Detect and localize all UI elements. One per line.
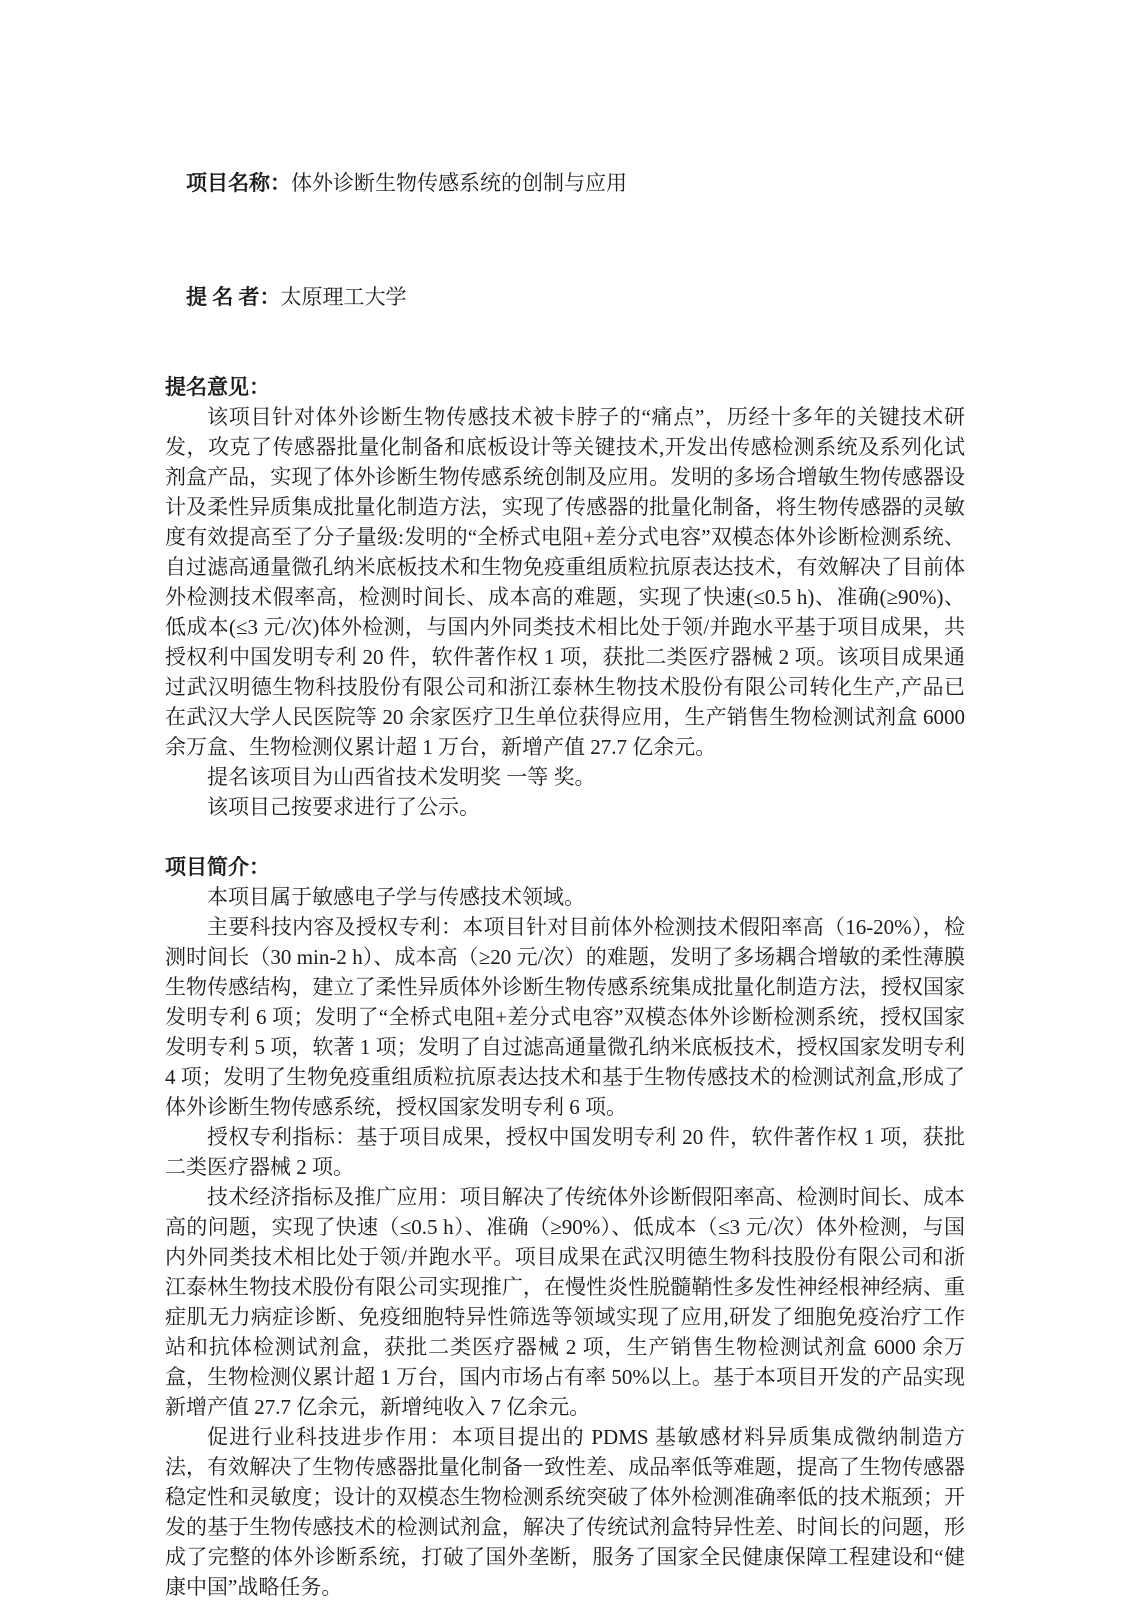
intro-economic-metrics-paragraph: 技术经济指标及推广应用：项目解决了传统体外诊断假阳率高、检测时间长、成本高的问题，实现了快速（≤0.5 h）、准确（≥90%）、低成本（≤3 元/次）体外检测，与国内外同类技术相比处于领/并跑水平。项目成果在武汉明德生物科技股份有限公司和浙江泰林生物技术股份有限公司实现推广，在慢性炎性脱髓鞘性多发性神经根神经病、重症肌无力病症诊断、免疫细胞特异性筛选等领域实现了应用,研发了细胞免疫治疗工作站和抗体检测试剂盒，获批二类医疗器械 2 项，生产销售生物检测试剂盒 6000 余万盒，生物检测仪累计超 1 万台，国内市场占有率 50%以上。基于本项目开发的产品实现新增产值 27.7 亿余元，新增纯收入 7 亿余元。	[165, 1185, 965, 1419]
project-name-value: 体外诊断生物传感系统的创制与应用	[291, 171, 627, 195]
nomination-publicity-line: 该项目己按要求进行了公示。	[207, 795, 480, 819]
nominator-label: 提 名 者：	[186, 285, 281, 309]
intro-patent-metrics-paragraph: 授权专利指标：基于项目成果，授权中国发明专利 20 件，软件著作权 1 项，获批二类医疗器械 2 项。	[165, 1125, 965, 1179]
intro-field-line: 本项目属于敏感电子学与传感技术领域。	[207, 885, 585, 909]
project-name-row	[165, 138, 965, 228]
intro-main-content-paragraph: 主要科技内容及授权专利：本项目针对目前体外检测技术假阳率高（16-20%），检测时间长（30 min-2 h）、成本高（≥20 元/次）的难题，发明了多场耦合增敏的柔性薄膜生物传感结构，建立了柔性异质体外诊断生物传感系统集成批量化制造方法，授权国家发明专利 6 项；发明了“全桥式电阻+差分式电容”双模态体外诊断检测系统，授权国家发明专利 5 项，软著 1 项；发明了自过滤高通量微孔纳米底板技术，授权国家发明专利 4 项；发明了生物免疫重组质粒抗原表达技术和基于生物传感技术的检测试剂盒,形成了体外诊断生物传感系统，授权国家发明专利 6 项。	[165, 915, 965, 1119]
intro-industry-progress-paragraph: 促进行业科技进步作用：本项目提出的 PDMS 基敏感材料异质集成微纳制造方法，有效解决了生物传感器批量化制备一致性差、成品率低等难题，提高了生物传感器稳定性和灵敏度；设计的双模态生物检测系统突破了体外检测准确率低的技术瓶颈；开发的基于生物传感技术的检测试剂盒，解决了传统试剂盒特异性差、时间长的问题，形成了完整的体外诊断系统，打破了国外垄断，服务了国家全民健康保障工程建设和“健康中国”战略任务。	[165, 1425, 965, 1599]
nomination-award-line: 提名该项目为山西省技术发明奖 一等 奖。	[207, 765, 596, 789]
nominator-value: 太原理工大学	[280, 285, 407, 309]
project-intro-heading: 项目简介：	[165, 855, 270, 879]
nomination-opinion-paragraph: 该项目针对体外诊断生物传感技术被卡脖子的“痛点”，历经十多年的关键技术研发，攻克了传感器批量化制备和底板设计等关键技术,开发出传感检测系统及系列化试剂盒产品，实现了体外诊断生物传感系统创制及应用。发明的多场合增敏生物传感器设计及柔性异质集成批量化制造方法，实现了传感器的批量化制备，将生物传感器的灵敏度有效提高至了分子量级:发明的“全桥式电阻+差分式电容”双模态体外诊断检测系统、自过滤高通量微孔纳米底板技术和生物免疫重组质粒抗原表达技术，有效解决了目前体外检测技术假率高，检测时间长、成本高的难题，实现了快速(≤0.5 h)、准确(≥90%)、低成本(≤3 元/次)体外检测，与国内外同类技术相比处于领/并跑水平基于项目成果，共授权利中国发明专利 20 件，软件著作权 1 项，获批二类医疗器械 2 项。该项目成果通过武汉明德生物科技股份有限公司和浙江泰林生物技术股份有限公司转化生产,产品已在武汉大学人民医院等 20 余家医疗卫生单位获得应用，生产销售生物检测试剂盒 6000 余万盒、生物检测仪累计超 1 万台，新增产值 27.7 亿余元。	[165, 405, 965, 759]
project-name-label: 项目名称：	[186, 171, 291, 195]
nominator-row	[165, 252, 965, 342]
nomination-opinion-heading: 提名意见：	[165, 375, 270, 399]
